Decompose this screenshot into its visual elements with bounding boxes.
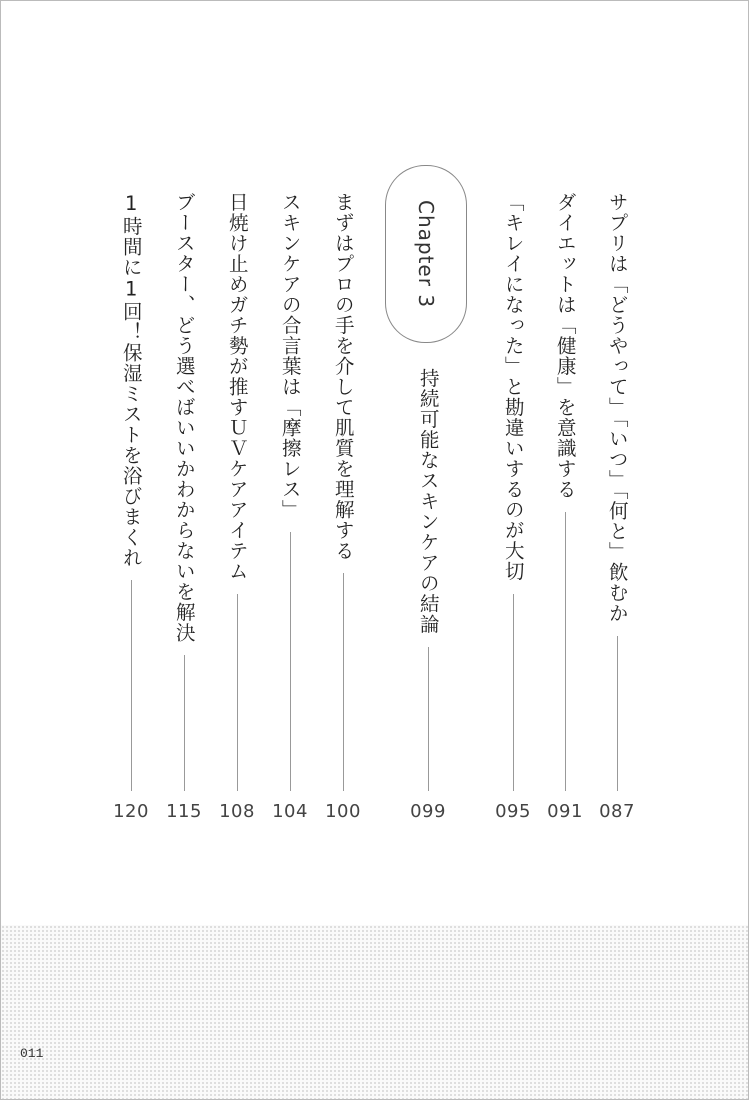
leader-line (290, 532, 291, 791)
toc-entry-title: ブースター、どう選べばいいかわからないを解決 (172, 192, 196, 643)
toc-entry-title: 「キレイになった」と勘違いするのが大切 (501, 192, 525, 582)
leader-line (131, 580, 132, 791)
toc-entry-page: 087 (599, 801, 635, 822)
leader-line (428, 647, 429, 792)
toc-entry-title: サプリは「どうやって」「いつ」「何と」飲むか (605, 192, 629, 624)
chapter-title: 持続可能なスキンケアの結論 (416, 368, 440, 635)
page-number: 011 (20, 1046, 44, 1061)
toc-entry[interactable] (217, 192, 257, 822)
chapter-label: Chapter 3 (414, 199, 438, 309)
toc-entry-page: 115 (166, 801, 202, 822)
leader-line (565, 512, 566, 792)
leader-line (343, 573, 344, 791)
toc-entry-page: 108 (219, 801, 255, 822)
leader-line (513, 594, 514, 792)
dotted-footer-band (1, 925, 748, 1099)
toc-entry[interactable] (545, 192, 585, 822)
toc-entry[interactable] (164, 192, 204, 822)
toc-entry-page: 120 (113, 801, 149, 822)
toc-entry[interactable] (270, 192, 310, 822)
toc-entry-page: 091 (547, 801, 583, 822)
leader-line (617, 636, 618, 792)
toc-entry[interactable] (597, 192, 637, 822)
leader-line (184, 655, 185, 791)
toc-entry[interactable] (323, 192, 363, 822)
toc-entry-title: ダイエットは「健康」を意識する (553, 192, 577, 500)
chapter-label-pill (385, 165, 467, 343)
toc-entry-title: 日焼け止めガチ勢が推すＵＶケアアイテム (225, 192, 249, 582)
chapter-page: 099 (410, 801, 446, 822)
leader-line (237, 594, 238, 792)
toc-entry-title: スキンケアの合言葉は「摩擦レス」 (278, 192, 302, 520)
toc-entry-page: 095 (495, 801, 531, 822)
toc-entry-page: 100 (325, 801, 361, 822)
toc-entry[interactable] (111, 192, 151, 822)
toc-entry-title: 1時間に1回！保湿ミストを浴びまくれ (119, 192, 143, 568)
chapter-entry[interactable] (408, 368, 448, 822)
toc-entry[interactable] (493, 192, 533, 822)
toc-entry-title: まずはプロの手を介して肌質を理解する (331, 192, 355, 561)
toc-entry-page: 104 (272, 801, 308, 822)
